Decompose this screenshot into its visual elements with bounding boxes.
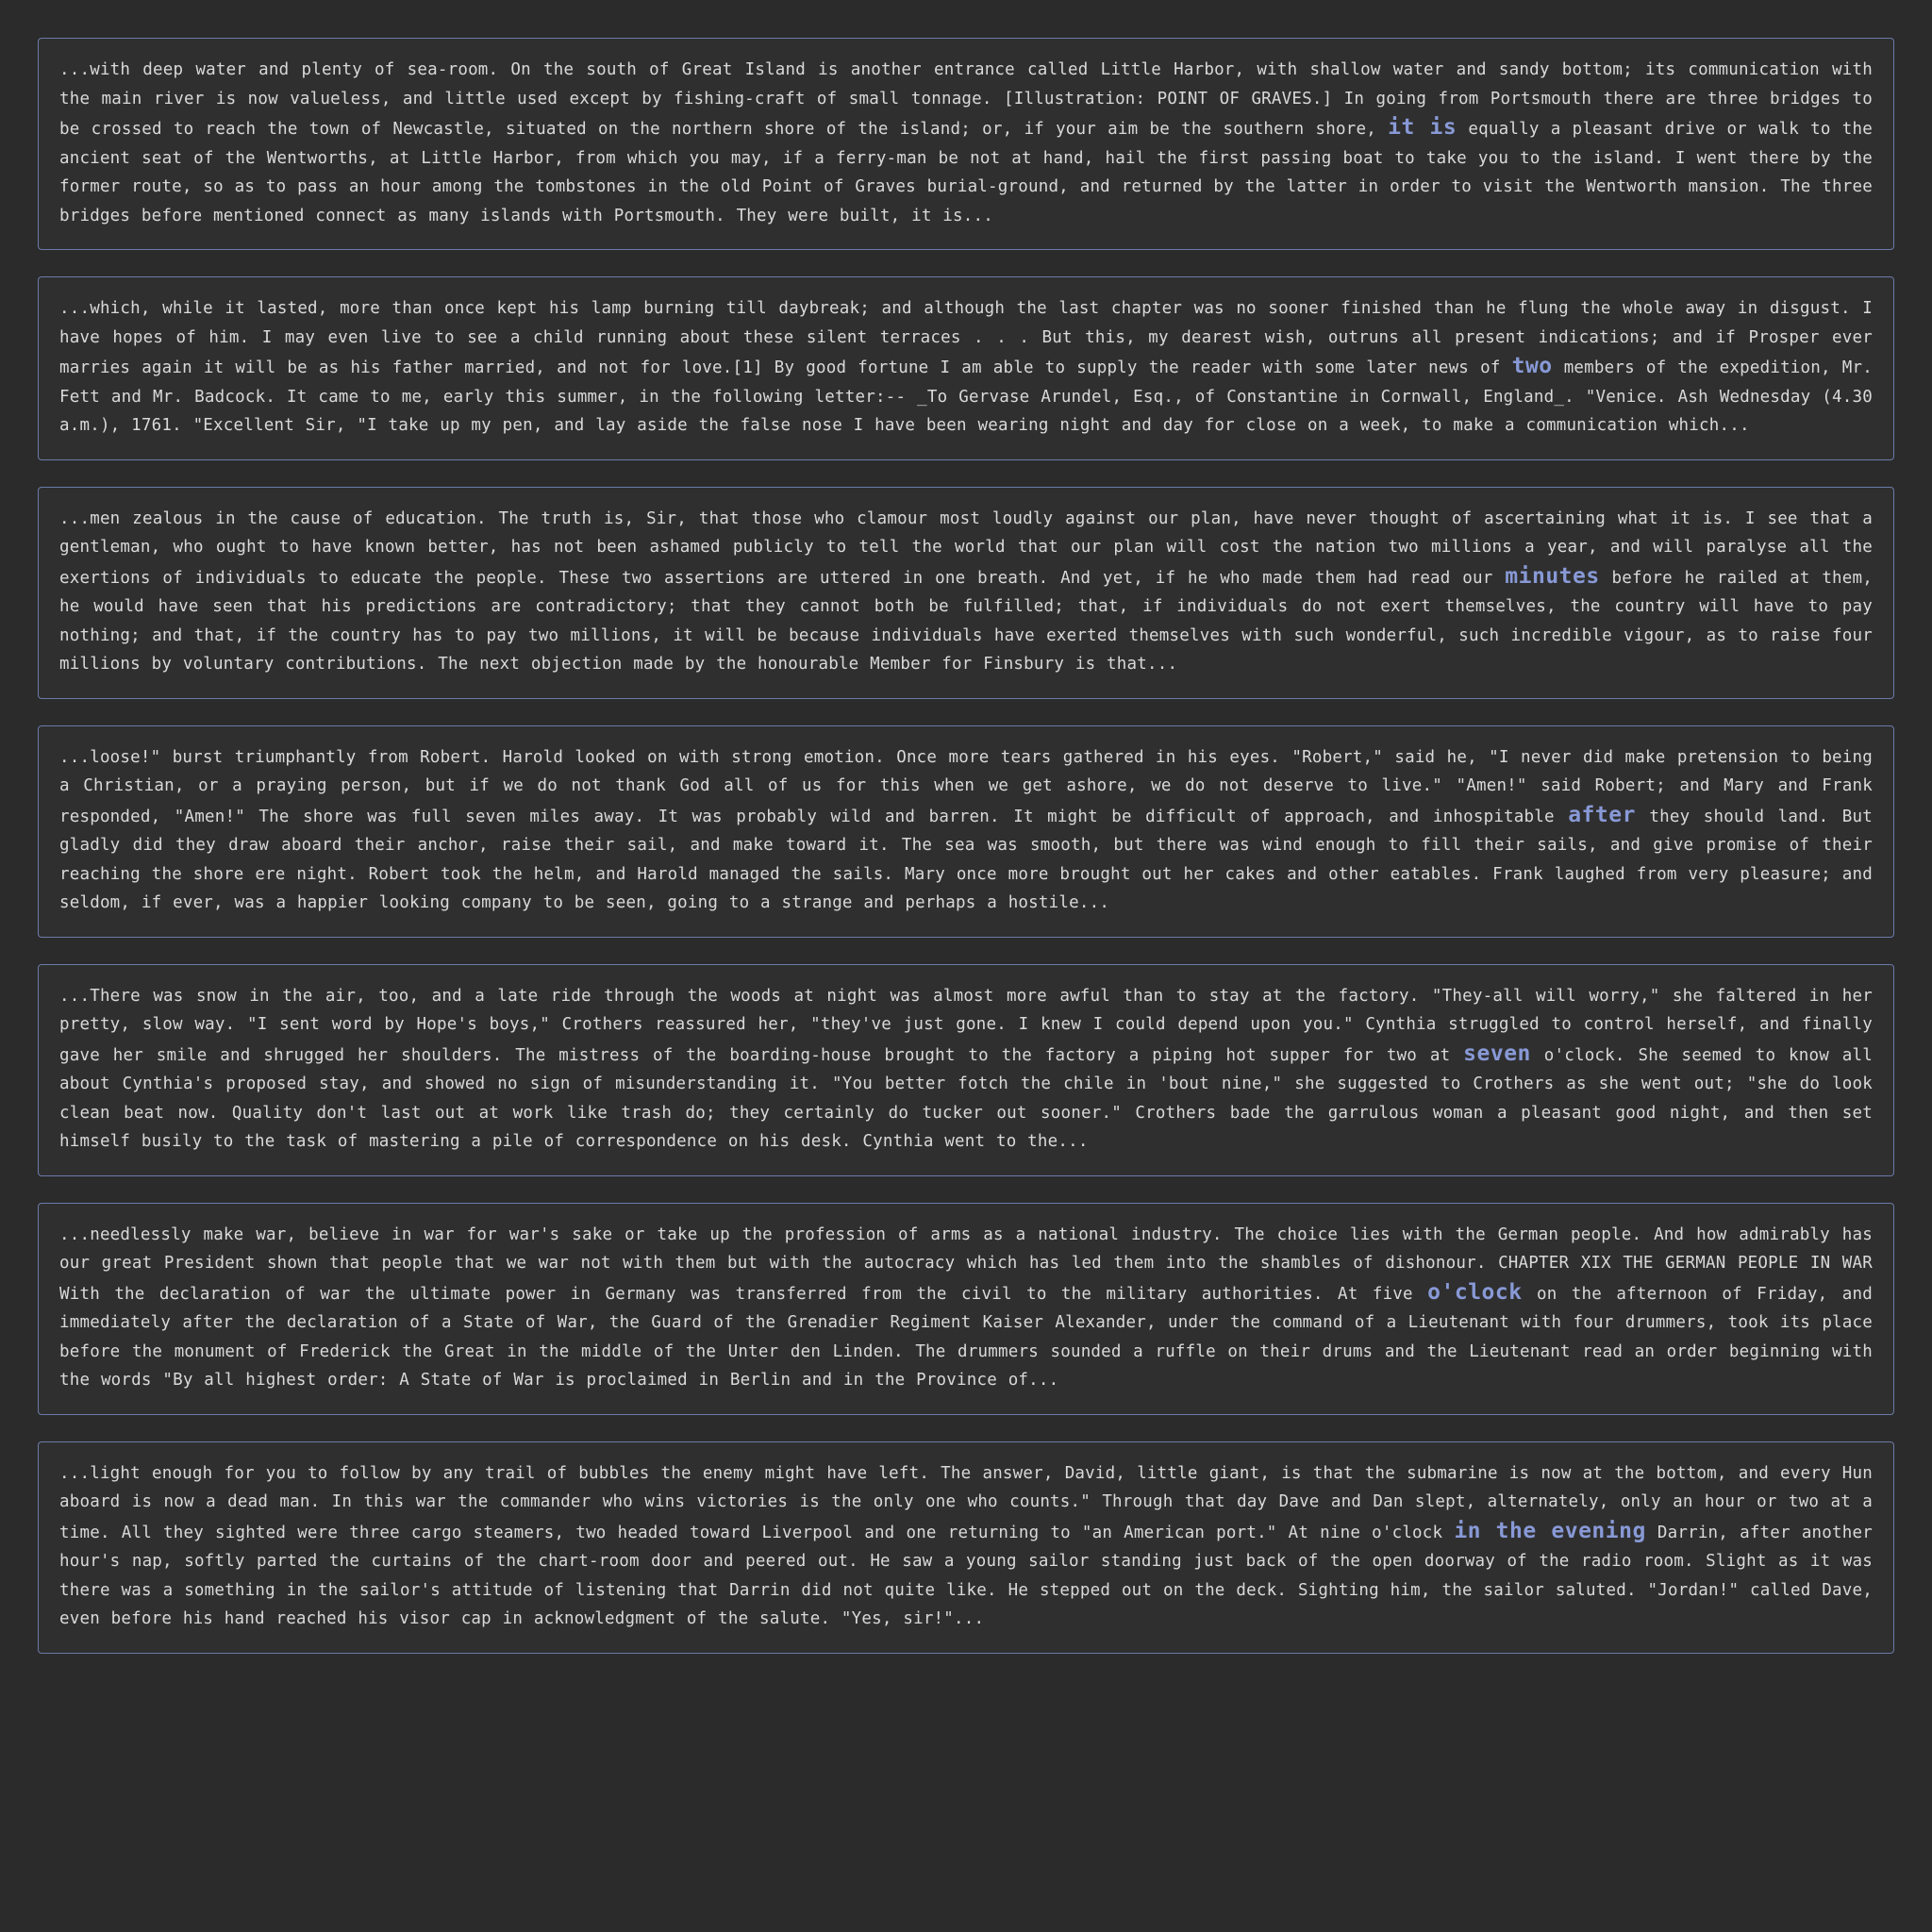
passage-highlight: minutes bbox=[1505, 563, 1600, 589]
passage-text-after: they should land. But gladly did they draw aboard their anchor, raise their sail, and make toward it. The sea was smooth, but there was wind enough to fill their sails, and give promise of their reaching the shore ere night. Robert took the helm, and Harold managed the sails. Mary once more brought out her cakes and other eatables. Frank laughed from very pleasure; and seldom, if ever, was a happier looking company to be seen, going to a strange and perhaps a hostile... bbox=[59, 807, 1873, 912]
passage-text-after: on the afternoon of Friday, and immediately after the declaration of a State of War, the Guard of the Grenadier Regiment Kaiser Alexander, under the command of a Lieutenant with four drummers, took its place before the monument of Frederick the Great in the middle of the Unter den Linden. The drummers sounded a ruffle on their drums and the Lieutenant read an order beginning with the words "By all highest order: A State of War is proclaimed in Berlin and in the Province of... bbox=[59, 1284, 1873, 1390]
passage-card bbox=[38, 1441, 1894, 1654]
passage-card bbox=[38, 964, 1894, 1176]
passage-text-before: ...loose!" burst triumphantly from Robert. Harold looked on with strong emotion. Once more tears gathered in his eyes. "Robert," said he, "I never did make pretension to being a Christian, or a praying person, but if we do not thank God all of us for this when we get ashore, we do not deserve to live." "Amen!" said Robert; and Mary and Frank responded, "Amen!" The shore was full seven miles away. It was probably wild and barren. It might be difficult of approach, and inhospitable bbox=[59, 747, 1873, 826]
passage-highlight: seven bbox=[1463, 1041, 1531, 1066]
passage-card bbox=[38, 1203, 1894, 1415]
passage-text-after: equally a pleasant drive or walk to the ancient seat of the Wentworths, at Little Harbor, from which you may, if a ferry-man be not at hand, hail the first passing boat to take you to the island. I went there by the former route, so as to pass an hour among the tombstones in the old Point of Graves burial-ground, and returned by the latter in order to visit the Wentworth mansion. The three bridges before mentioned connect as many islands with Portsmouth. They were built, it is... bbox=[59, 120, 1873, 225]
passage-text-before: ...light enough for you to follow by any trail of bubbles the enemy might have left. The answer, David, little giant, is that the submarine is now at the bottom, and every Hun aboard is now a dead man. In this war the commander who wins victories is the only one who counts." Through that day Dave and Dan slept, alternately, only an hour or two at a time. All they sighted were three cargo steamers, two headed toward Liverpool and one returning to "an American port." At nine o'clock bbox=[59, 1463, 1873, 1542]
passage-text-before: ...There was snow in the air, too, and a late ride through the woods at night was almost more awful than to stay at the factory. "They-all will worry," she faltered in her pretty, slow way. "I sent word by Hope's boys," Crothers reassured her, "they've just gone. I knew I could depend upon you." Cynthia struggled to control herself, and finally gave her smile and shrugged her shoulders. The mistress of the boarding-house brought to the factory a piping hot supper for two at bbox=[59, 986, 1873, 1065]
passage-text-after: before he railed at them, he would have seen that his predictions are contradictory; that they cannot both be fulfilled; that, if individuals do not exert themselves, the country will have to pay nothing; and that, if the country has to pay two millions, it will be because individuals have exerted themselves with such wonderful, such incredible vigour, as to raise four millions by voluntary contributions. The next objection made by the honourable Member for Finsbury is that... bbox=[59, 568, 1873, 674]
passage-text-after: members of the expedition, Mr. Fett and Mr. Badcock. It came to me, early this summer, in the following letter:-- _To Gervase Arundel, Esq., of Constantine in Cornwall, England_. "Venice. Ash Wednesday (4.30 a.m.), 1761. "Excellent Sir, "I take up my pen, and lay aside the false nose I have been wearing night and day for close on a week, to make a communication which... bbox=[59, 358, 1874, 435]
passage-text-before: ...men zealous in the cause of education. The truth is, Sir, that those who clamour most loudly against our plan, have never thought of ascertaining what it is. I see that a gentleman, who ought to have known better, has not been ashamed publicly to tell the world that our plan will cost the nation two millions a year, and will paralyse all the exertions of individuals to educate the people. These two assertions are uttered in one breath. And yet, if he who made them had read our bbox=[59, 508, 1873, 588]
passage-text-before: ...needlessly make war, believe in war for war's sake or take up the profession of arms as a national industry. The choice lies with the German people. And how admirably has our great President shown that people that we war not with them but with the autocracy which has led them into the shambles of dishonour. CHAPTER XIX THE GERMAN PEOPLE IN WAR With the declaration of war the ultimate power in Germany was transferred from the civil to the military authorities. At five bbox=[59, 1224, 1873, 1304]
passage-text-after: o'clock. She seemed to know all about Cynthia's proposed stay, and showed no sign of misunderstanding it. "You better fotch the chile in 'bout nine," she suggested to Crothers as she went out; "she do look clean beat now. Quality don't last out at work like trash do; they certainly do tucker out sooner." Crothers bade the garrulous woman a pleasant good night, and then set himself busily to the task of mastering a pile of correspondence on his desk. Cynthia went to the... bbox=[59, 1045, 1873, 1151]
passage-highlight: after bbox=[1568, 802, 1636, 827]
passage-card bbox=[38, 276, 1894, 460]
passage-card bbox=[38, 487, 1894, 699]
passage-highlight: two bbox=[1511, 354, 1553, 378]
passage-text-before: ...with deep water and plenty of sea-room. On the south of Great Island is another entrance called Little Harbor, with shallow water and sandy bottom; its communication with the main river is now valueless, and little used except by fishing-craft of small tonnage. [Illustration: POINT OF GRAVES.] In going from Portsmouth there are three bridges to be crossed to reach the town of Newcastle, situated on the northern shore of the island; or, if your aim be the southern shore, bbox=[59, 60, 1873, 139]
passage-card bbox=[38, 38, 1894, 250]
passage-highlight: it is bbox=[1388, 115, 1457, 140]
passage-text-before: ...which, while it lasted, more than once kept his lamp burning till daybreak; and although the last chapter was no sooner finished than he flung the whole away in disgust. I have hopes of him. I may even live to see a child running about these silent terraces . . . But this, my dearest wish, outruns all present indications; and if Prosper ever marries again it will be as his father married, and not for love.[1] By good fortune I am able to supply the reader with some later news of bbox=[59, 299, 1873, 377]
passage-card bbox=[38, 725, 1894, 938]
passage-list bbox=[38, 38, 1894, 1654]
passage-highlight: o'clock bbox=[1427, 1279, 1523, 1305]
passage-highlight: in the evening bbox=[1454, 1518, 1646, 1543]
passage-text-after: Darrin, after another hour's nap, softly parted the curtains of the chart-room door and peered out. He saw a young sailor standing just back of the open doorway of the radio room. Slight as it was there was a something in the sailor's attitude of listening that Darrin did not quite like. He stepped out on the deck. Sighting him, the sailor saluted. "Jordan!" called Dave, even before his hand reached his visor cap in acknowledgment of the salute. "Yes, sir!"... bbox=[59, 1523, 1873, 1628]
